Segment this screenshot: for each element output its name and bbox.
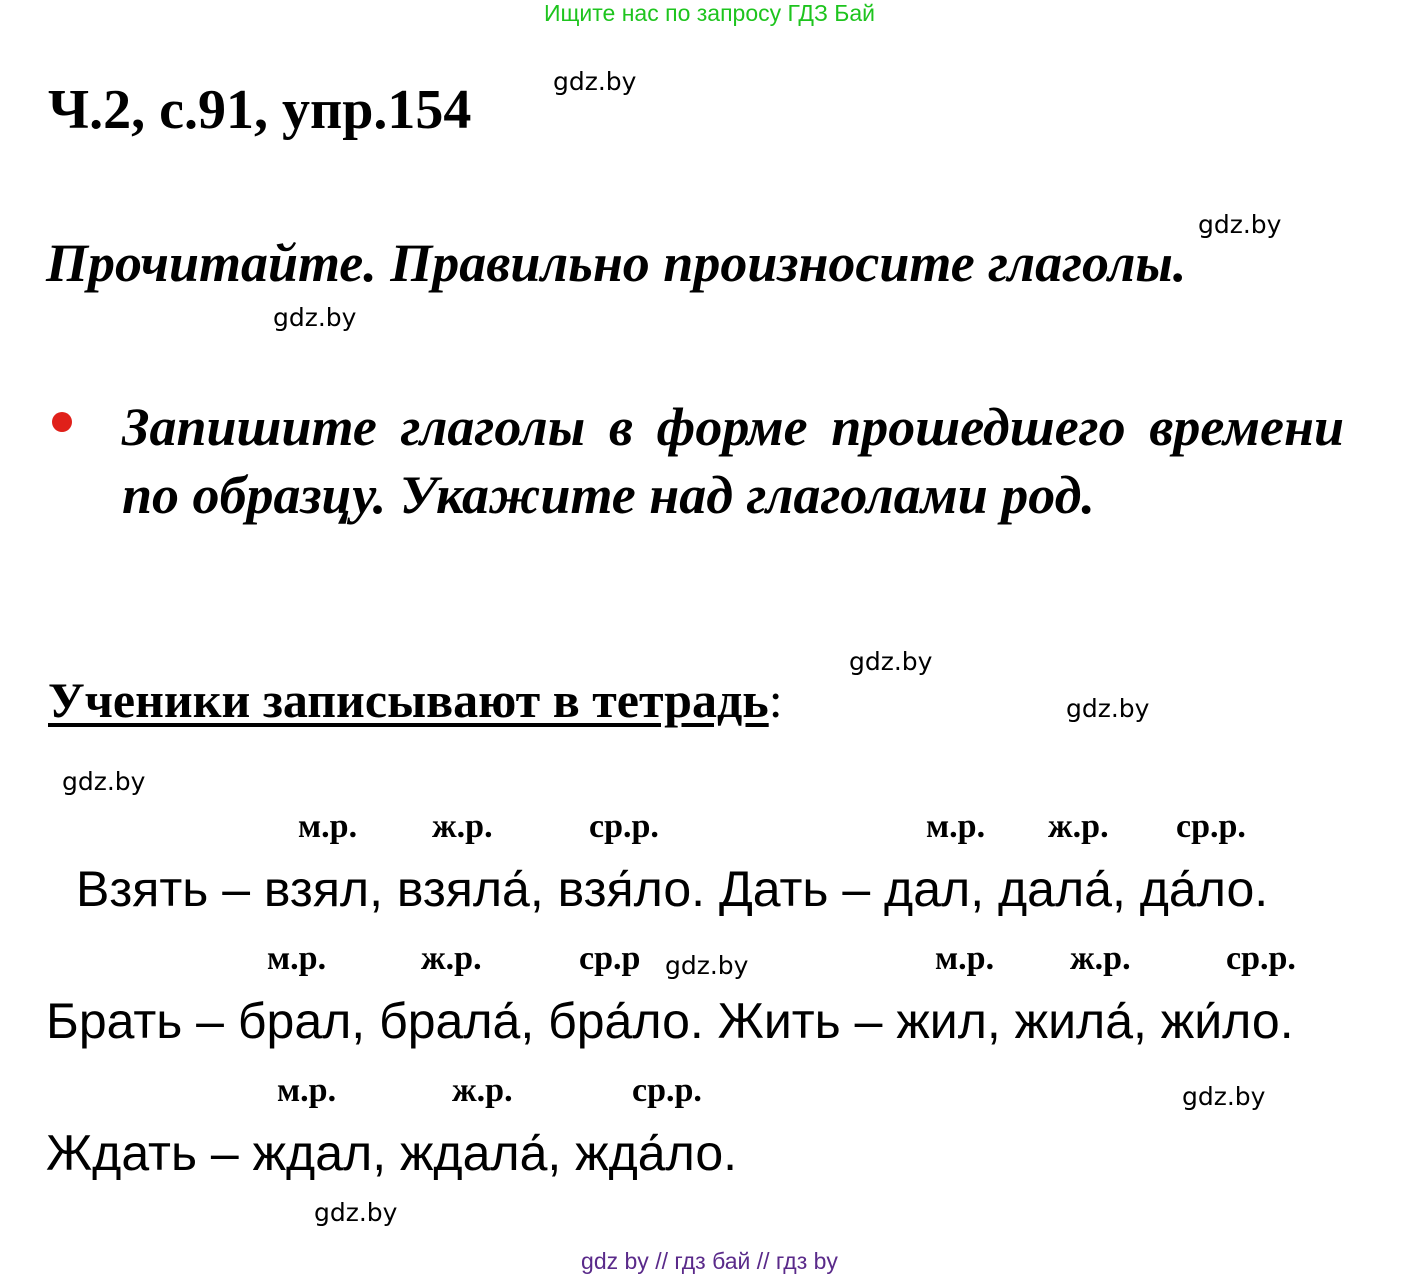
watermark: gdz.by [1198, 210, 1282, 239]
gender-label-masculine: м.р. [926, 808, 986, 845]
gender-label-feminine: ж.р. [432, 808, 493, 845]
answer-line: Брать – брал, брала́, бра́ло. Жить – жил, жила́, жи́ло. [46, 993, 1294, 1049]
watermark: gdz.by [665, 951, 749, 980]
gender-label-neuter: ср.р. [1176, 808, 1246, 845]
watermark: gdz.by [62, 767, 146, 796]
gender-label-masculine: м.р. [298, 808, 358, 845]
gender-label-neuter: ср.р [579, 940, 641, 977]
bullet-dot [52, 412, 72, 432]
watermark: gdz.by [1066, 694, 1150, 723]
answer-heading-text: Ученики записывают в тетрадь [48, 672, 769, 728]
footer-links: gdz by // гдз бай // гдз by [581, 1248, 838, 1274]
watermark: gdz.by [314, 1198, 398, 1227]
top-banner: Ищите нас по запросу ГДЗ Бай [543, 0, 876, 26]
answer-heading-colon: : [768, 672, 783, 728]
answer-line: Ждать – ждал, ждала́, жда́ло. [46, 1125, 738, 1181]
gender-label-feminine: ж.р. [452, 1072, 513, 1109]
watermark: gdz.by [553, 67, 637, 96]
gender-label-masculine: м.р. [277, 1072, 337, 1109]
gender-label-neuter: ср.р. [1226, 940, 1296, 977]
gender-label-feminine: ж.р. [1048, 808, 1109, 845]
exercise-title: Ч.2, с.91, упр.154 [48, 79, 472, 141]
answer-line: Взять – взял, взяла́, взя́ло. Дать – дал, дала́, да́ло. [76, 861, 1269, 917]
gender-label-masculine: м.р. [267, 940, 327, 977]
watermark: gdz.by [849, 647, 933, 676]
gender-label-feminine: ж.р. [421, 940, 482, 977]
gender-label-feminine: ж.р. [1070, 940, 1131, 977]
instruction-read: Прочитайте. Правильно произносите глаголы. [46, 233, 1187, 293]
gender-label-neuter: ср.р. [589, 808, 659, 845]
answer-heading [48, 671, 783, 729]
gender-label-neuter: ср.р. [632, 1072, 702, 1109]
watermark: gdz.by [273, 303, 357, 332]
gender-label-masculine: м.р. [935, 940, 995, 977]
instruction-write: Запишите глаголы в форме прошедшего времени по образцу. Укажите над глаголами род. [122, 397, 1344, 525]
watermark: gdz.by [1182, 1082, 1266, 1111]
